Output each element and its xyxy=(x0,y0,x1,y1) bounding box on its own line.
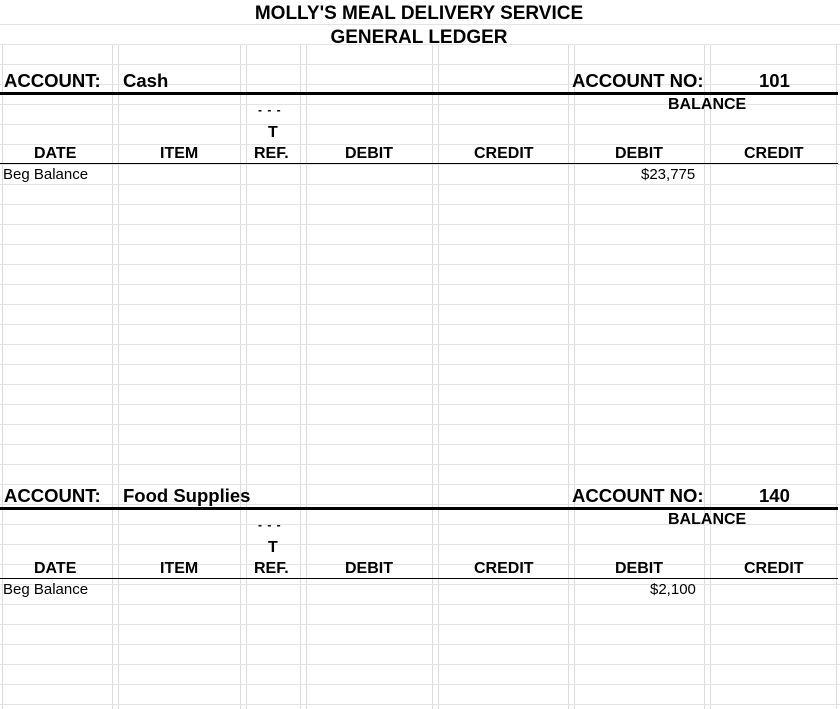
grid-row-line xyxy=(0,284,840,285)
account-label: ACCOUNT: xyxy=(4,70,101,91)
grid-row-line xyxy=(0,424,840,425)
col-debit-header: DEBIT xyxy=(345,145,393,162)
grid-row-line xyxy=(0,364,840,365)
account-header-rule xyxy=(0,92,838,95)
account-name[interactable]: Cash xyxy=(123,70,169,91)
grid-row-line xyxy=(0,324,840,325)
account-no-label: ACCOUNT NO: xyxy=(572,70,704,91)
grid-row-line xyxy=(0,304,840,305)
col-item-header: ITEM xyxy=(160,560,199,577)
col-balance-credit-header: CREDIT xyxy=(744,145,804,162)
col-balance-debit-header: DEBIT xyxy=(615,560,663,577)
grid-row-line xyxy=(0,624,840,625)
grid-row-line xyxy=(0,24,840,25)
grid-row-line xyxy=(0,564,840,565)
account-number[interactable]: 101 xyxy=(759,70,790,91)
grid-row-line xyxy=(0,264,840,265)
grid-row-line xyxy=(0,464,840,465)
grid-row-line xyxy=(0,224,840,225)
grid-row-line xyxy=(0,184,840,185)
entry-balance-debit[interactable]: $2,100 xyxy=(650,581,696,598)
entry-date[interactable]: Beg Balance xyxy=(3,581,89,598)
company-title: MOLLY'S MEAL DELIVERY SERVICE xyxy=(254,3,584,24)
col-ref-header: REF. xyxy=(254,145,289,162)
grid-row-line xyxy=(0,404,840,405)
account-number[interactable]: 140 xyxy=(759,485,790,506)
grid-row-line xyxy=(0,384,840,385)
grid-row-line xyxy=(0,164,840,165)
grid-row-line xyxy=(0,704,840,705)
balance-header: BALANCE xyxy=(668,96,747,113)
grid-row-line xyxy=(0,644,840,645)
grid-row-line xyxy=(0,684,840,685)
grid-row-line xyxy=(0,144,840,145)
grid-row-line xyxy=(0,664,840,665)
grid-row-line xyxy=(0,204,840,205)
column-header-rule xyxy=(0,163,838,164)
account-header-rule xyxy=(0,507,838,510)
col-item-header: ITEM xyxy=(160,145,199,162)
col-date-header: DATE xyxy=(34,560,77,577)
grid-row-line xyxy=(0,444,840,445)
col-date-header: DATE xyxy=(34,145,77,162)
post-header-mid: T xyxy=(268,124,278,141)
post-header-top: - - - xyxy=(258,103,282,117)
col-credit-header: CREDIT xyxy=(474,560,534,577)
grid-row-line xyxy=(0,124,840,125)
col-credit-header: CREDIT xyxy=(474,145,534,162)
balance-header: BALANCE xyxy=(668,511,747,528)
column-header-rule xyxy=(0,578,838,579)
grid-row-line xyxy=(0,64,840,65)
entry-balance-debit[interactable]: $23,775 xyxy=(641,166,696,183)
grid-row-line xyxy=(0,544,840,545)
grid-row-line xyxy=(0,604,840,605)
grid-row-line xyxy=(0,584,840,585)
col-balance-debit-header: DEBIT xyxy=(615,145,663,162)
ledger-title: GENERAL LEDGER xyxy=(330,27,508,48)
grid-row-line xyxy=(0,344,840,345)
col-ref-header: REF. xyxy=(254,560,289,577)
account-name[interactable]: Food Supplies xyxy=(123,485,251,506)
post-header-mid: T xyxy=(268,539,278,556)
grid-row-line xyxy=(0,244,840,245)
col-debit-header: DEBIT xyxy=(345,560,393,577)
entry-date[interactable]: Beg Balance xyxy=(3,166,89,183)
account-no-label: ACCOUNT NO: xyxy=(572,485,704,506)
col-balance-credit-header: CREDIT xyxy=(744,560,804,577)
post-header-top: - - - xyxy=(258,518,282,532)
account-label: ACCOUNT: xyxy=(4,485,101,506)
